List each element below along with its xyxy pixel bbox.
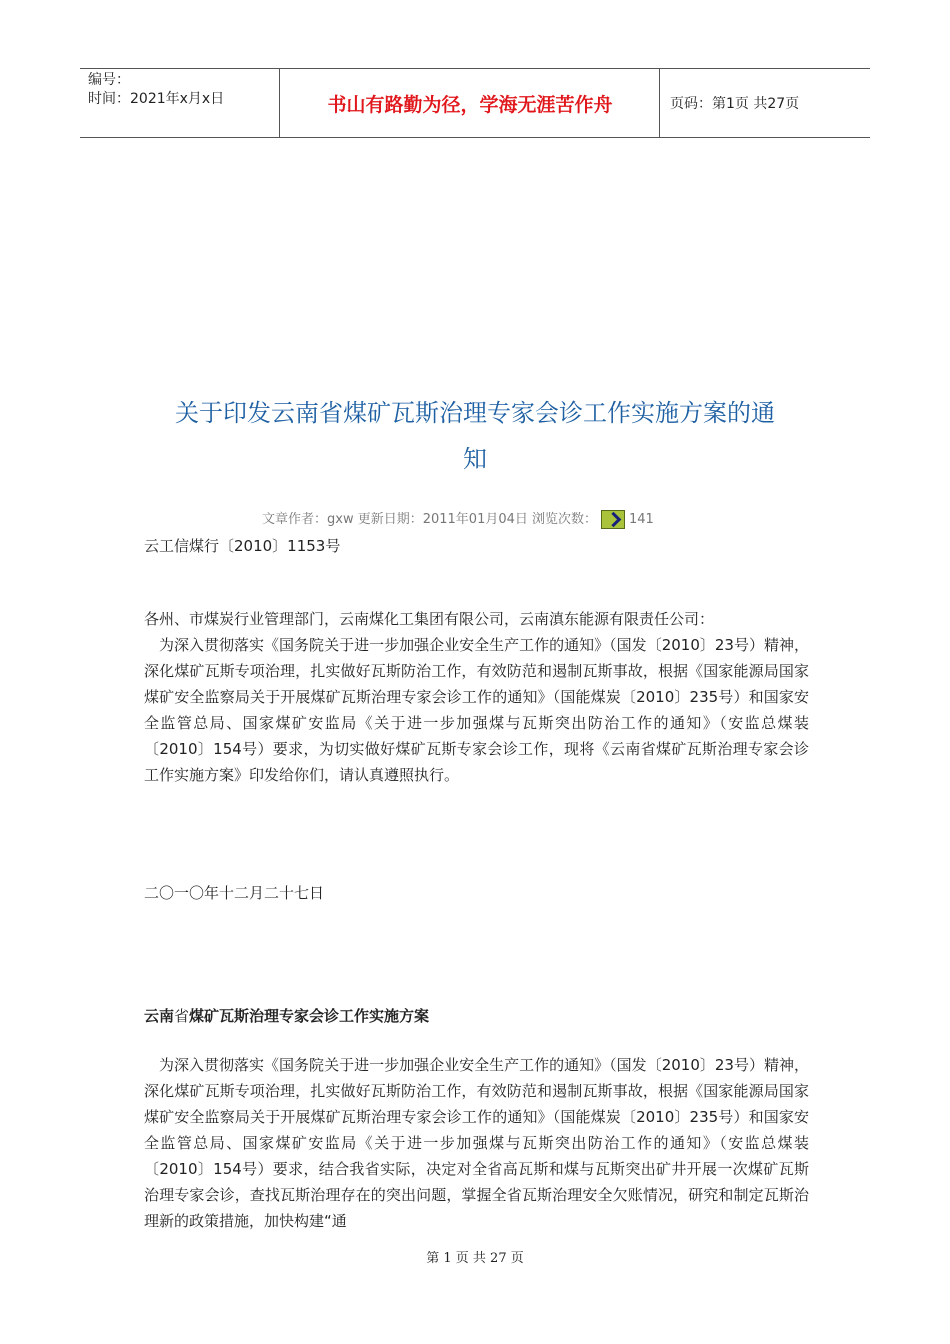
page-info: 页码：第1页 共27页 [670,96,800,112]
motto: 书山有路勤为径，学海无涯苦作舟 [281,69,660,137]
arrow-icon [601,510,625,529]
meta-text: 文章作者：gxw 更新日期：2011年01月04日 浏览次数： [262,512,598,527]
number-label: 编号： [88,72,130,88]
addressee: 各州、市煤炭行业管理部门，云南煤化工集团有限公司，云南滇东能源有限责任公司： [144,610,715,628]
document-title [120,390,830,482]
title-line-2: 知 [463,445,487,473]
title-line-1: 关于印发云南省煤矿瓦斯治理专家会诊工作实施方案的通 [175,399,775,427]
section-heading: 云南省煤矿瓦斯治理专家会诊工作实施方案 [144,1007,430,1025]
page-footer: 第 1 页 共 27 页 [426,1251,524,1266]
header-table [80,68,870,138]
issue-date: 二〇一〇年十二月二十七日 [144,884,325,902]
header-info-cell [80,69,280,137]
doc-number: 云工信煤行〔2010〕1153号 [144,537,341,555]
paragraph-2: 为深入贯彻落实《国务院关于进一步加强企业安全生产工作的通知》（国发〔2010〕23号）精神，深化煤矿瓦斯专项治理，扎实做好瓦斯防治工作，有效防范和遏制瓦斯事故，根据《国家能源局国家煤矿安全监察局关于开展煤矿瓦斯治理专家会诊工作的通知》（国能煤炭〔2010〕235号）和国家安全监管总局、国家煤矿安监局《关于进一步加强煤与瓦斯突出防治工作的通知》（安监总煤装〔2010〕154号）要求，结合我省实际，决定对全省高瓦斯和煤与瓦斯突出矿井开展一次煤矿瓦斯治理专家会诊，查找瓦斯治理存在的突出问题，掌握全省瓦斯治理安全欠账情况，研究和制定瓦斯治理新的政策措施，加快构建“通 [144,1056,809,1230]
view-count: 141 [629,512,654,527]
time-label: 时间：2021年x月x日 [88,91,225,107]
paragraph-1: 为深入贯彻落实《国务院关于进一步加强企业安全生产工作的通知》（国发〔2010〕23号）精神，深化煤矿瓦斯专项治理，扎实做好瓦斯防治工作，有效防范和遏制瓦斯事故，根据《国家能源局国家煤矿安全监察局关于开展煤矿瓦斯治理专家会诊工作的通知》（国能煤炭〔2010〕235号）和国家安全监管总局、国家煤矿安监局《关于进一步加强煤与瓦斯突出防治工作的通知》（安监总煤装〔2010〕154号）要求，为切实做好煤矿瓦斯专家会诊工作，现将《云南省煤矿瓦斯治理专家会诊工作实施方案》印发给你们，请认真遵照执行。 [144,636,809,784]
